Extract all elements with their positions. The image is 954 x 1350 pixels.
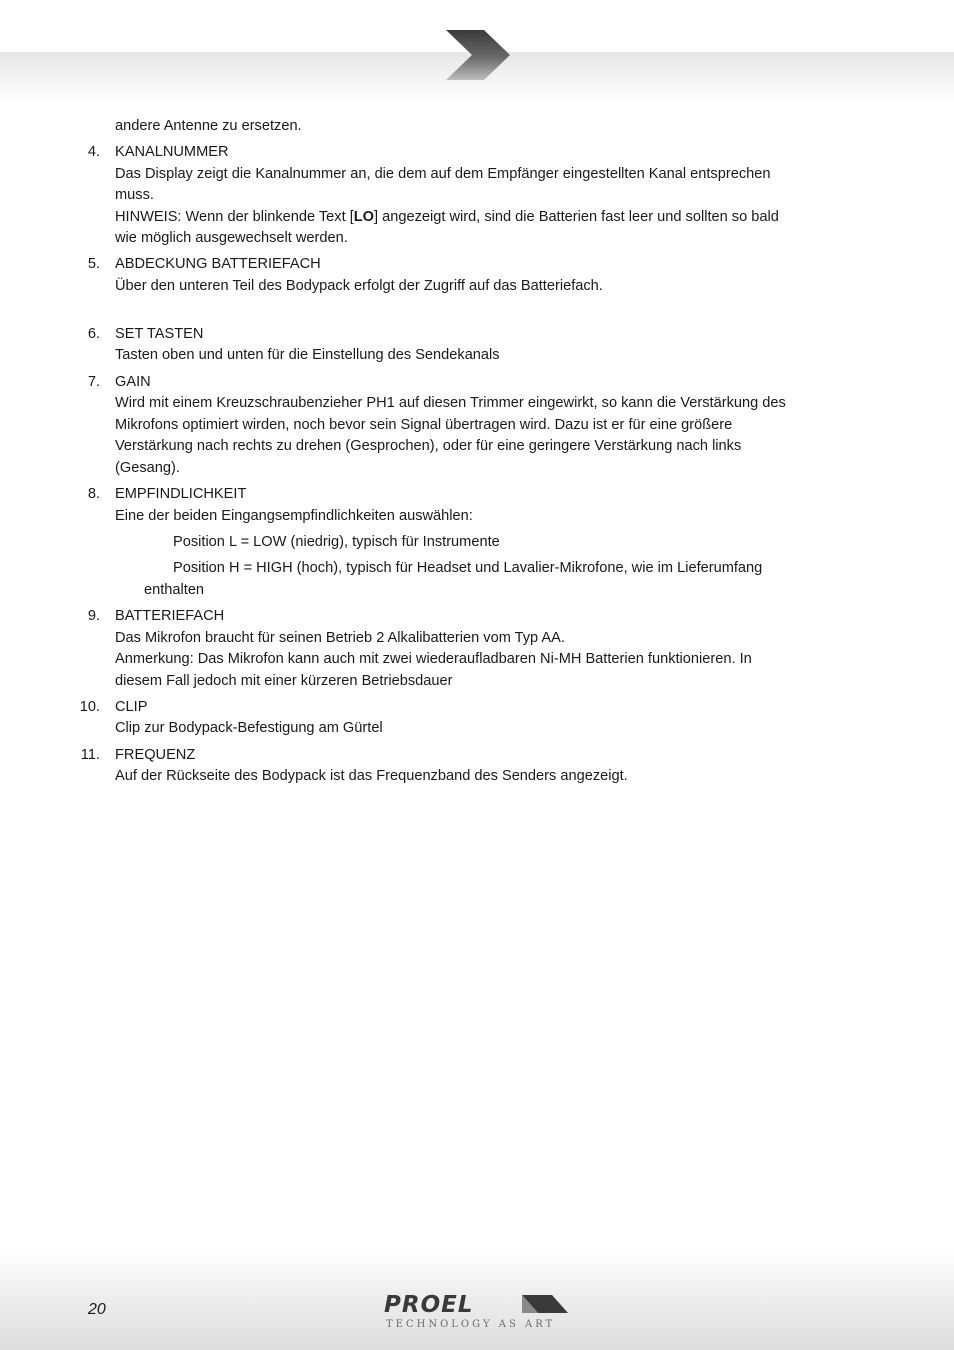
item-number: 7. <box>87 374 100 390</box>
item-number: 9. <box>87 608 100 624</box>
item-title: ABDECKUNG BATTERIEFACH <box>115 256 321 272</box>
item-title: FREQUENZ <box>115 747 196 763</box>
item-text: Clip zur Bodypack-Befestigung am Gürtel <box>115 720 383 736</box>
logo-arrow-icon <box>522 1295 570 1315</box>
note-bold-code: LO <box>353 209 375 225</box>
item-text: (Gesang). <box>115 460 180 476</box>
item-text: Verstärkung nach rechts zu drehen (Gesprochen), oder für eine geringere Verstärkung nach links <box>115 438 742 454</box>
item-text: Das Mikrofon braucht für seinen Betrieb 2 Alkalibatterien vom Typ AA. <box>115 630 565 646</box>
chevron-right-icon <box>444 28 512 82</box>
item-note <box>115 208 779 226</box>
item-text: Eine der beiden Eingangsempfindlichkeiten auswählen: <box>115 508 473 524</box>
item-number: 11. <box>80 747 100 763</box>
item-title: KANALNUMMER <box>115 144 229 160</box>
logo-wordmark: PROEL <box>384 1292 474 1318</box>
item-text: Mikrofons optimiert wirden, noch bevor sein Signal übertragen wird. Dazu ist er für eine größere <box>115 417 733 433</box>
item-title: CLIP <box>115 699 148 715</box>
item-subtext: enthalten <box>144 582 205 598</box>
item-number: 6. <box>87 326 100 342</box>
item-text: Wird mit einem Kreuzschraubenzieher PH1 auf diesen Trimmer eingewirkt, so kann die Verstärkung des <box>115 395 786 411</box>
note-text: HINWEIS: Wenn der blinkende Text [ <box>115 209 354 225</box>
item-text: Über den unteren Teil des Bodypack erfolgt der Zugriff auf das Batteriefach. <box>115 278 603 294</box>
page-number: 20 <box>88 1301 106 1318</box>
item-number: 4. <box>87 144 100 160</box>
item-subtext: Position H = HIGH (hoch), typisch für Headset und Lavalier-Mikrofone, wie im Lieferumfang <box>173 560 763 576</box>
item-text: Auf der Rückseite des Bodypack ist das Frequenzband des Senders angezeigt. <box>115 768 628 784</box>
logo-tagline: TECHNOLOGY AS ART <box>386 1319 556 1330</box>
proel-logo <box>384 1292 574 1334</box>
item-title: SET TASTEN <box>115 326 204 342</box>
item-number: 5. <box>87 256 100 272</box>
item-title: GAIN <box>115 374 151 390</box>
item-number: 8. <box>87 486 100 502</box>
item-number: 10. <box>79 699 100 715</box>
item-title: BATTERIEFACH <box>115 608 225 624</box>
item-text: Tasten oben und unten für die Einstellung des Sendekanals <box>115 347 500 363</box>
item-text: Anmerkung: Das Mikrofon kann auch mit zwei wiederaufladbaren Ni-MH Batterien funktionieren. In <box>115 651 752 667</box>
item-subtext: Position L = LOW (niedrig), typisch für Instrumente <box>173 534 500 550</box>
item-text: wie möglich ausgewechselt werden. <box>115 230 348 246</box>
item-text: muss. <box>115 187 154 203</box>
intro-text: andere Antenne zu ersetzen. <box>115 118 302 134</box>
item-text: Das Display zeigt die Kanalnummer an, die dem auf dem Empfänger eingestellten Kanal entsprechen <box>115 166 771 182</box>
note-text: ] angezeigt wird, sind die Batterien fast leer und sollten so bald <box>374 209 779 225</box>
item-text: diesem Fall jedoch mit einer kürzeren Betriebsdauer <box>115 673 453 689</box>
item-title: EMPFINDLICHKEIT <box>115 486 247 502</box>
